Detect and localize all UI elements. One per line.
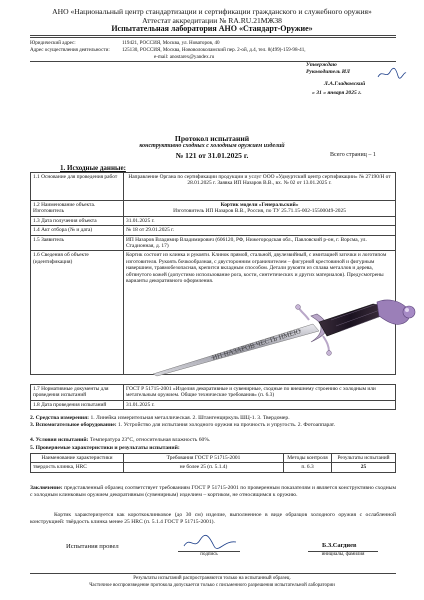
manufacturer: Изготовитель ИП Назаров В.В., Россия, по ТУ 25.71.15-002-15500049-2025 xyxy=(173,208,346,215)
approval-signature xyxy=(376,67,408,81)
activity-address: 125130, РОССИЯ, Москва, Нововолоколамский пер. 2-ой, д.4, тел. 8(499)-159-98-41, xyxy=(122,47,306,53)
header-divider xyxy=(30,35,396,36)
section-2-title: 2. Средства измерения: xyxy=(30,415,90,421)
row-label: 1.7 Нормативные документы для проведения испытаний xyxy=(31,385,124,401)
row-label: 1.6 Сведения об объекте (идентификация) xyxy=(31,251,124,375)
table-row xyxy=(31,173,396,201)
section-3 xyxy=(30,422,400,429)
conclusion xyxy=(30,485,396,499)
row-label: 1.1 Основание для проведения работ xyxy=(31,173,124,201)
header-requirements: Требования ГОСТ Р 51715-2001 xyxy=(124,454,284,463)
table-row xyxy=(31,201,396,217)
section-4-text: Температура 23°C, относительная влажность 60%. xyxy=(89,437,211,443)
section-4-title: 4. Условия испытаний: xyxy=(30,437,89,443)
conclusion-label: Заключение: xyxy=(30,485,63,491)
result-requirement: не более 25 (п. 5.1.4) xyxy=(124,463,284,472)
source-data-table-lower xyxy=(30,384,396,410)
row-label: 1.2 Наименование объекта. Изготовитель xyxy=(31,201,124,217)
header-divider-2 xyxy=(30,37,396,38)
object-name: Кортик модели «Генеральский» xyxy=(220,202,299,208)
tester-signature xyxy=(180,534,240,552)
row-value-cell xyxy=(124,201,396,217)
row-value: ГОСТ Р 51715-2001 «Изделия декоративные и сувенирные, сходные по внешнему строению с холодным или метательным оружием. Общие технические требования» (п. 6.3) xyxy=(124,385,396,401)
email: e-mail: anostarex@yandex.ru xyxy=(154,54,215,60)
row-value: Направление Органа по сертификации продукции и услуг ООО «Удмуртский центр сертификации» № 27190/Н от 28.01.2025 г. Заявка ИП Назаров В.В., вх. № 02 от 13.01.2025 г. xyxy=(124,173,396,201)
result-value: 25 xyxy=(332,463,396,472)
results-header-row xyxy=(31,454,396,463)
row-value: ИП Назаров Владимир Владимирович (606120, РФ, Нижегородская обл., Павловский р-он, г. Ворсма, ул. Стадионная, д. 17) xyxy=(124,235,396,251)
protocol-pages: Всего страниц – 1 xyxy=(330,152,376,158)
result-method: п. 6.3 xyxy=(284,463,332,472)
lab-name: Испытательная лаборатория АНО «Стандарт-Оружие» xyxy=(111,24,313,33)
row-label: 1.3 Дата получения объекта xyxy=(31,216,124,225)
row-label: 1.5 Заявитель xyxy=(31,235,124,251)
legal-address: 119421, РОССИЯ, Москва, ул. Новаторов, 40 xyxy=(122,40,220,46)
section-2-text: 1. Линейка измерительная металлическая. 2. Штангенциркуль ШЦ-1. 3. Твердомер. xyxy=(90,415,290,421)
results-table xyxy=(30,453,396,473)
signature-caption: подпись xyxy=(200,552,218,557)
approval-date: « 31 » января 2025 г. xyxy=(312,90,362,96)
protocol-title: Протокол испытаний xyxy=(174,134,250,143)
activity-address-label: Адрес осуществления деятельности: xyxy=(30,47,110,53)
footer-line-2: Частичное воспроизведение протокола допускается только с письменного разрешения испытательной лаборатории xyxy=(89,583,335,588)
tester-name: Б.З.Сагдиев xyxy=(322,542,357,549)
table-row xyxy=(31,235,396,251)
row-value: Кортик состоит из клинка и рукояти. Клинок прямой, стальной, двулезвийный, с имитацией заточки и логотипом изготовителя. Рукоять бочкообразная, с двусторонним ограничителем – фигурной крестовиной и фигурным навершием, травмобезопасная, крепится вкладным способом. Детали рукояти из сплава металлов и дерева, обтянутого кожей (допустимо использование рога, кости, синтетических и других материалов). Предусмотрены варианты декоративного оформления. xyxy=(124,251,396,375)
accreditation: Аттестат аккредитации № RA.RU.21MЖ38 xyxy=(142,16,282,25)
table-row xyxy=(31,226,396,235)
table-row xyxy=(31,216,396,225)
blade-inscription: ИП НАЗАРОВ ЧЕСТЬ ИМЕЮ xyxy=(211,327,302,362)
section-5-title: 5. Проверяемые характеристики и результаты испытаний: xyxy=(30,445,180,451)
section-2 xyxy=(30,415,410,422)
approval-approved: Утверждаю xyxy=(306,62,337,68)
row-value: 31.01.2025 г. xyxy=(124,216,396,225)
protocol-subtitle: конструктивно сходных с холодным оружием изделий xyxy=(139,143,285,149)
row-value: № 18 от 29.01.2025 г. xyxy=(124,226,396,235)
table-row xyxy=(31,385,396,401)
signoff-label: Испытания провел xyxy=(66,543,119,550)
row-value: 31.01.2025 г. xyxy=(124,400,396,409)
approval-name: Л.А.Гладковский xyxy=(324,81,366,87)
org-name: АНО «Национальный центр стандартизации и сертификации гражданского и служебного оружия» xyxy=(52,7,372,16)
protocol-number: № 121 от 31.01.2025 г. xyxy=(175,151,249,160)
section1-title: 1. Исходные данные: xyxy=(60,164,126,172)
row-label: 1.8 Дата проведения испытаний xyxy=(31,400,124,409)
dirk-photo xyxy=(151,296,421,384)
section-3-title: 3. Вспомогательное оборудование: xyxy=(30,422,117,428)
footer-line-1: Результаты испытаний распространяются только на испытанный образец. xyxy=(133,576,291,581)
row-label: 1.4 Акт отбора (№ и дата) xyxy=(31,226,124,235)
conclusion-text-1: представленный образец соответствует требованиям ГОСТ Р 51715-2001 по проверенным показателям и является конструктивно сходным с холодным клинковым оружием декоративным (сувенирным) изделием – кортиком, не относящимся к оружию. xyxy=(30,485,396,498)
header-characteristic: Наименование характеристики xyxy=(31,454,124,463)
results-row xyxy=(31,463,396,472)
conclusion-text-2: Кортик характеризуется как короткоклинковое (до 30 см) изделие, выполненное в виде образцов холодного оружия с ослабленной конструкцией: твёрдость клинка менее 25 HRC (п. 5.1.4 ГОСТ Р 51715-2001). xyxy=(30,512,396,525)
section-4 xyxy=(30,437,400,444)
name-caption: инициалы, фамилия xyxy=(321,552,365,557)
approval-head: Руководитель ИЛ xyxy=(306,69,350,75)
legal-address-label: Юридический адрес: xyxy=(30,40,76,46)
section-3-text: 1. Устройство для испытания холодного оружия на прочность и упругость. 2. Фотоаппарат. xyxy=(117,422,336,428)
result-characteristic: твердость клинка, HRC xyxy=(31,463,124,472)
header-results: Результаты испытаний xyxy=(332,454,396,463)
table-row xyxy=(31,400,396,409)
footer-divider xyxy=(30,573,396,574)
header-methods: Методы контроля xyxy=(284,454,332,463)
